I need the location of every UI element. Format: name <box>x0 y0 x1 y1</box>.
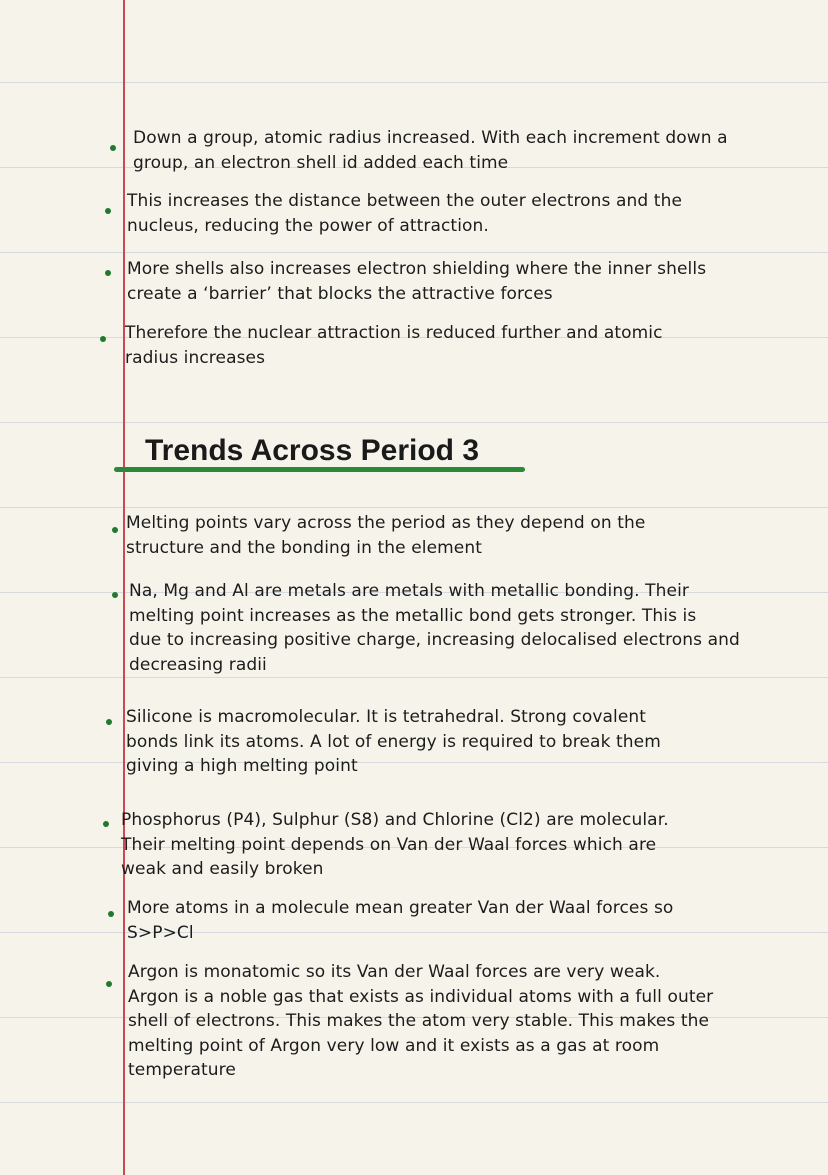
heading-underline <box>114 467 525 472</box>
line-text: weak and easily broken <box>121 859 324 879</box>
line-text: nucleus, reducing the power of attraction. <box>127 215 489 236</box>
bullet-dot-icon <box>106 719 112 725</box>
line-text: More atoms in a molecule mean greater Van der Waal forces so <box>127 898 674 918</box>
bullet-dot-icon <box>103 821 109 827</box>
line-text: Argon is monatomic so its Van der Waal forces are very weak. <box>128 962 661 982</box>
line-text: Phosphorus (P4), Sulphur (S8) and Chlorine (Cl2) are molecular. <box>121 810 669 830</box>
line-text: Silicone is macromolecular. It is tetrahedral. Strong covalent <box>126 707 647 727</box>
line-text: Melting points vary across the period as they depend on the <box>126 513 646 533</box>
line-text: Their melting point depends on Van der Waal forces which are <box>121 834 657 855</box>
line-text: Down a group, atomic radius increased. With each increment down a <box>133 128 728 148</box>
line-text: More shells also increases electron shielding where the inner shells <box>127 259 707 279</box>
line-text: group, an electron shell id added each time <box>133 152 509 173</box>
line-text: due to increasing positive charge, increasing delocalised electrons and <box>129 630 740 650</box>
line-text: structure and the bonding in the element <box>126 537 482 558</box>
line-text: Na, Mg and Al are metals are metals with metallic bonding. Their <box>129 581 689 601</box>
bullet-dot-icon <box>105 270 111 276</box>
line-text: S>P>Cl <box>127 922 194 943</box>
line-text: decreasing radii <box>129 654 267 675</box>
line-text: giving a high melting point <box>126 756 358 776</box>
bullet-dot-icon <box>106 981 112 987</box>
bullet-dot-icon <box>108 911 114 917</box>
line-text: create a ‘barrier’ that blocks the attractive forces <box>127 283 553 304</box>
line-text: bonds link its atoms. A lot of energy is required to break them <box>126 731 661 752</box>
bullet-dot-icon <box>110 145 116 151</box>
margin-line <box>123 0 125 1175</box>
line-text: temperature <box>128 1060 236 1080</box>
bullet-dot-icon <box>112 592 118 598</box>
line-text: melting point of Argon very low and it exists as a gas at room <box>128 1035 660 1056</box>
bullet-dot-icon <box>112 527 118 533</box>
line-text: Argon is a noble gas that exists as individual atoms with a full outer <box>128 986 714 1007</box>
bullet-dot-icon <box>105 208 111 214</box>
line-text: Therefore the nuclear attraction is reduced further and atomic <box>125 323 663 343</box>
line-text: melting point increases as the metallic bond gets stronger. This is <box>129 605 697 626</box>
line-text: This increases the distance between the outer electrons and the <box>127 191 682 211</box>
line-text: shell of electrons. This makes the atom very stable. This makes the <box>128 1011 710 1031</box>
line-text: radius increases <box>125 347 266 368</box>
section-heading: Trends Across Period 3 <box>145 434 480 467</box>
bullet-dot-icon <box>100 336 106 342</box>
